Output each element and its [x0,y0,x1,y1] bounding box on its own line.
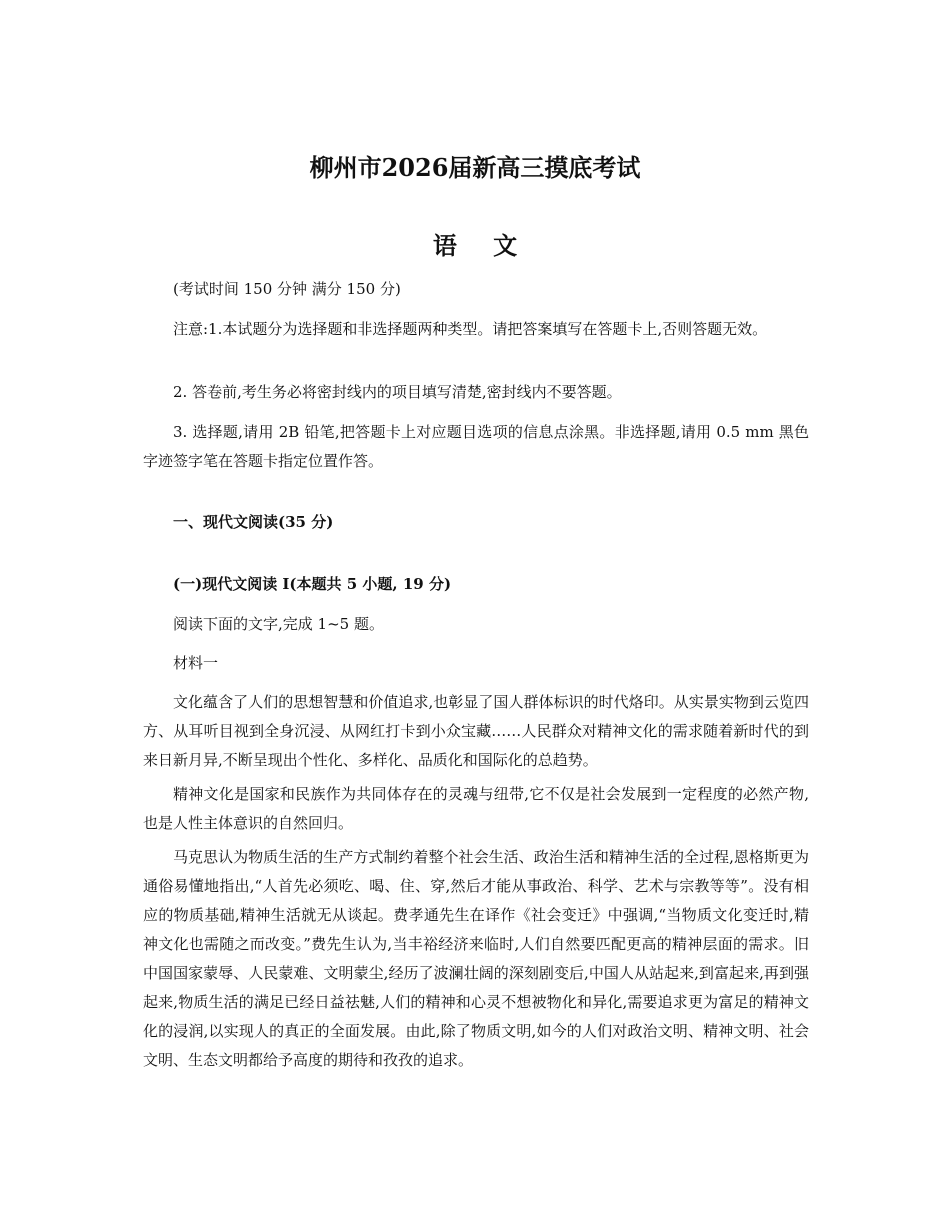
material-label: 材料一 [173,654,219,672]
section-heading: 一、现代文阅读(35 分) [173,513,334,531]
notice-2: 2. 答卷前,考生务必将密封线内的项目填写清楚,密封线内不要答题。 [173,383,622,401]
exam-title: 柳州市2026届新高三摸底考试 [309,153,641,182]
subject-title: 语 文 [432,231,532,260]
sub-section-heading: (一)现代文阅读 I(本题共 5 小题, 19 分) [173,575,452,593]
paragraph: 精神文化是国家和民族作为共同体存在的灵魂与纽带,它不仅是社会发展到一定程度的必然产物, 也是人性主体意识的自然回归。 [143,785,809,832]
reading-instruction: 阅读下面的文字,完成 1~5 题。 [173,615,384,633]
paragraph: 马克思认为物质生活的生产方式制约着整个社会生活、政治生活和精神生活的全过程,恩格斯更为通俗易懂地指出,“人首先必须吃、喝、住、穿,然后才能从事政治、科学、艺术与宗教等等”。没有相应的物质基础,精神生活就无从谈起。费孝通先生在译作《社会变迁》中强调,“当物质文化变迁时,精神文化也需随之而改变。”费先生认为,当丰裕经济来临时,人们自然要匹配更高的精神层面的需求。旧中国国家蒙辱、人民蒙难、文明蒙尘,经历了波澜壮阔的深刻剧变后,中国人从站起来,到富起来,再到强起来,物质生活的满足已经日益祛魅,人们的精神和心灵不想被物化和异化,需要追求更为富足的精神文化的浸润,以实现人的真正的全面发展。由此,除了物质文明,如今的人们对政治文明、精神文明、社会文明、生态文明都给予高度的期待和孜孜的追求。 [143,848,809,1069]
paragraph: 文化蕴含了人们的思想智慧和价值追求,也彰显了国人群体标识的时代烙印。从实景实物到云览四方、从耳听目视到全身沉浸、从网红打卡到小众宝藏……人民群众对精神文化的需求随着新时代的到来日新月异,不断呈现出个性化、多样化、品质化和国际化的总趋势。 [143,693,809,769]
notice-1: 注意:1.本试题分为选择题和非选择题两种类型。请把答案填写在答题卡上,否则答题无效。 [173,320,768,338]
notice-3: 3. 选择题,请用 2B 铅笔,把答题卡上对应题目选项的信息点涂黑。非选择题,请用 0.5 mm 黑色字迹签字笔在答题卡指定位置作答。 [143,423,809,470]
exam-time-note: (考试时间 150 分钟 满分 150 分) [173,280,401,298]
